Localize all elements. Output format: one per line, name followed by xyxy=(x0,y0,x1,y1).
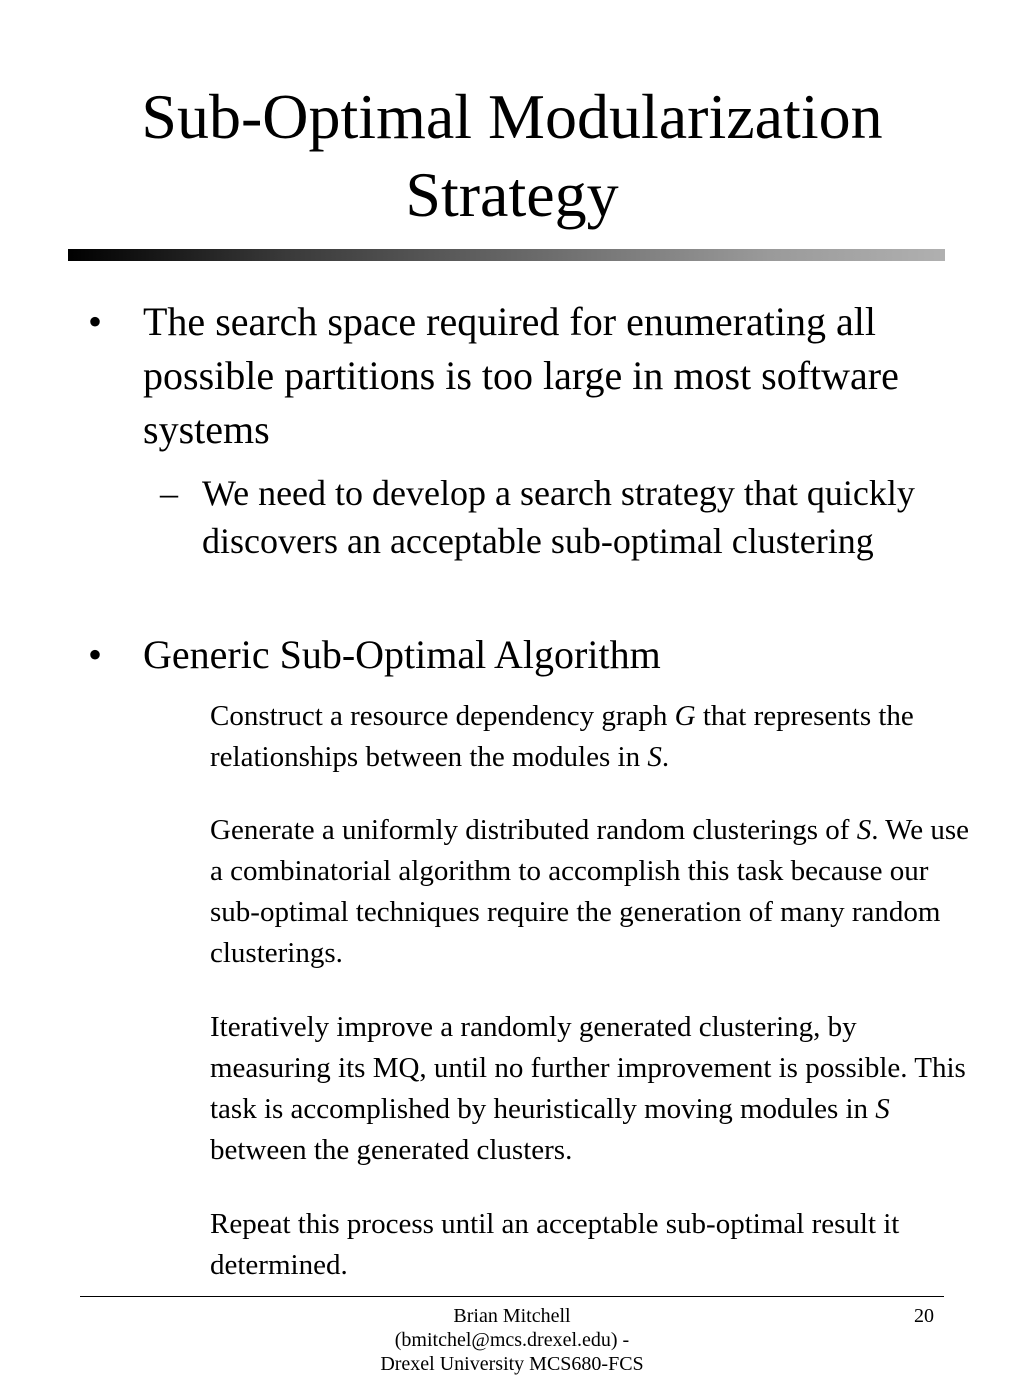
sub-bullet-search-strategy: We need to develop a search strategy that quickly discovers an acceptable sub-optimal clustering xyxy=(202,473,915,561)
step-italic-term: S xyxy=(875,1093,890,1125)
bullet-marker: • xyxy=(88,299,103,344)
title-divider xyxy=(68,249,945,261)
step-italic-term: S xyxy=(856,814,872,846)
algorithm-step-2 xyxy=(210,810,975,974)
footer-email: (bmitchel@mcs.drexel.edu) - xyxy=(394,1329,630,1351)
bullet-marker: • xyxy=(88,632,103,677)
step-text: Construct a resource dependency graph xyxy=(210,700,675,732)
step-text: that represents the relationships between the modules in xyxy=(210,700,914,773)
step-text: . We use a combinatorial algorithm to accomplish this task because our sub-optimal techniques require the generation of many random clusterings. xyxy=(210,814,969,969)
step-italic-term: G xyxy=(674,700,696,732)
step-text: . xyxy=(661,741,670,773)
step-text: between the generated clusters. xyxy=(210,1134,573,1166)
algorithm-step-1 xyxy=(210,696,975,778)
algorithm-step-3 xyxy=(210,1007,975,1171)
footer-divider xyxy=(80,1296,944,1297)
footer-author: Brian Mitchell xyxy=(453,1305,571,1327)
title-line-1: Sub-Optimal Modularization xyxy=(141,81,883,152)
sub-bullet-marker: – xyxy=(160,473,178,513)
step-text: Iteratively improve a randomly generated clustering, by measuring its MQ, until no further improvement is possible. This task is accomplished by heuristically moving modules in xyxy=(210,1011,966,1125)
step-text: Generate a uniformly distributed random clusterings of xyxy=(210,814,857,846)
bullet-generic-algorithm: Generic Sub-Optimal Algorithm xyxy=(143,632,661,677)
page-number: 20 xyxy=(914,1305,934,1327)
slide-title xyxy=(40,78,984,234)
algorithm-step-4 xyxy=(210,1204,975,1286)
footer-course: Drexel University MCS680-FCS xyxy=(380,1353,644,1375)
step-italic-term: S xyxy=(647,741,662,773)
bullet-search-space: The search space required for enumerating all possible partitions is too large in most software systems xyxy=(143,299,899,452)
footer-credit xyxy=(312,1304,712,1376)
step-text: Repeat this process until an acceptable sub-optimal result it determined. xyxy=(210,1208,900,1281)
title-line-2: Strategy xyxy=(405,159,619,230)
